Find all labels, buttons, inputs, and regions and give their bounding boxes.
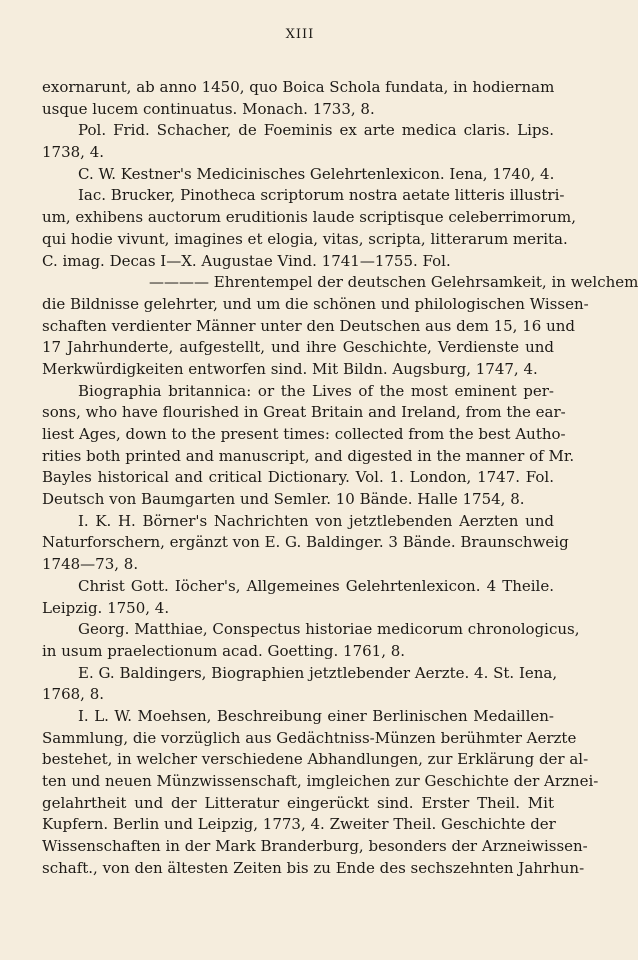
text-line: qui hodie vivunt, imagines et elogia, vitas, scripta, litterarum merita. [42,229,568,248]
text-line: Pol. Frid. Schacher, de Foeminis ex arte medica claris. Lips. [78,121,554,140]
text-line: Biographia britannica: or the Lives of the most eminent per- [78,381,554,400]
body-text [42,77,638,879]
text-line: Iac. Brucker, Pinotheca scriptorum nostra aetate litteris illustri- [78,186,565,205]
text-line: schaft., von den ältesten Zeiten bis zu Ende des sechszehnten Jahrhun- [42,858,585,877]
text-line: C. W. Kestner's Medicinisches Gelehrtenlexicon. Iena, 1740, 4. [78,164,555,183]
text-line: Christ Gott. Iöcher's, Allgemeines Gelehrtenlexicon. 4 Theile. [78,576,554,595]
text-line: I. K. H. Börner's Nachrichten von jetztlebenden Aerzten und [78,511,554,530]
text-line: Merkwürdigkeiten entworfen sind. Mit Bildn. Augsburg, 1747, 4. [42,359,538,378]
text-line: um, exhibens auctorum eruditionis laude scriptisque celeberrimorum, [42,208,576,227]
page-number: XIII [285,27,315,42]
text-line: 1768, 8. [42,685,105,704]
text-line: 1748—73, 8. [42,555,139,574]
text-line: Wissenschaften in der Mark Branderburg, besonders der Arzneiwissen- [42,837,588,856]
text-line: I. L. W. Moehsen, Beschreibung einer Berlinischen Medaillen- [78,706,554,725]
text-line: in usum praelectionum acad. Goetting. 1761, 8. [42,641,406,660]
text-line: C. imag. Decas I—X. Augustae Vind. 1741—1755. Fol. [42,251,451,270]
text-line: 17 Jahrhunderte, aufgestellt, und ihre Geschichte, Verdienste und [42,338,554,357]
text-line: bestehet, in welcher verschiedene Abhandlungen, zur Erklärung der al- [42,750,589,769]
text-line: Leipzig. 1750, 4. [42,598,170,617]
text-line: liest Ages, down to the present times: collected from the best Autho- [42,425,566,443]
text-line: 1738, 4. [42,143,105,162]
text-line: Sammlung, die vorzüglich aus Gedächtniss-Münzen berühmter Aerzte [42,728,577,747]
text-line: gelahrtheit und der Litteratur eingerückt sind. Erster Theil. Mit [42,793,554,812]
text-line: schaften verdienter Männer unter den Deutschen aus dem 15, 16 und [42,316,575,335]
text-line: exornarunt, ab anno 1450, quo Boica Schola fundata, in hodiernam [42,78,555,96]
text-line: ———— Ehrentempel der deutschen Gelehrsamkeit, in welchem [149,273,638,292]
text-line: E. G. Baldingers, Biographien jetztlebender Aerzte. 4. St. Iena, [78,663,558,682]
text-line: Kupfern. Berlin und Leipzig, 1773, 4. Zweiter Theil. Geschichte der [42,815,556,834]
text-line: sons, who have flourished in Great Britain and Ireland, from the ear- [42,403,566,422]
text-line: ten und neuen Münzwissenschaft, imgleichen zur Geschichte der Arznei- [42,772,599,790]
text-line: die Bildnisse gelehrter, und um die schönen und philologischen Wissen- [42,294,589,313]
text-line: Bayles historical and critical Dictionary. Vol. 1. London, 1747. Fol. [42,468,554,487]
text-line: Naturforschern, ergänzt von E. G. Baldinger. 3 Bände. Braunschweig [42,533,569,552]
text-line: Deutsch von Baumgarten und Semler. 10 Bände. Halle 1754, 8. [42,490,525,509]
text-line: rities both printed and manuscript, and digested in the manner of Mr. [42,446,575,465]
text-line: usque lucem continuatus. Monach. 1733, 8. [42,99,375,118]
text-line: Georg. Matthiae, Conspectus historiae medicorum chronologicus, [78,620,580,639]
